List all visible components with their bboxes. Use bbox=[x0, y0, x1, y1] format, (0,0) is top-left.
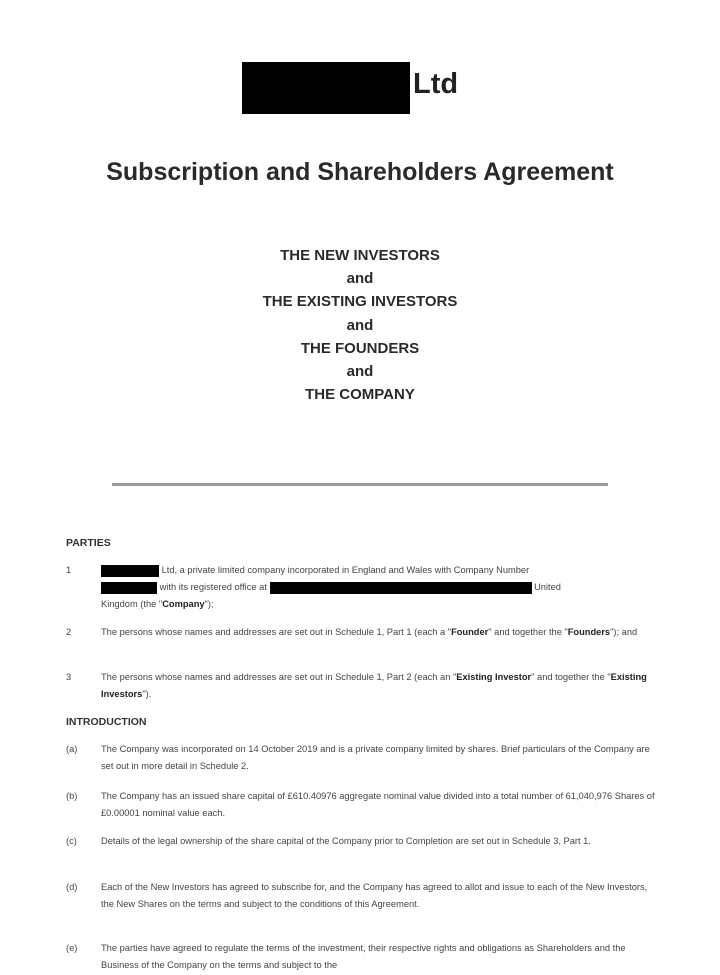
item-text bbox=[101, 562, 659, 613]
text-run: " and together the " bbox=[531, 672, 611, 682]
line bbox=[101, 596, 659, 613]
recital-item-d bbox=[66, 879, 666, 931]
parties-heading: PARTIES bbox=[66, 537, 111, 549]
party-line: and bbox=[346, 363, 374, 381]
line bbox=[101, 579, 659, 596]
text-run: Ltd, a private limited company incorporated in England and Wales with Company Number bbox=[161, 565, 530, 575]
item-text: Details of the legal ownership of the share capital of the Company prior to Completion are set out in Schedule 3, Part 1. bbox=[101, 836, 591, 846]
party-item-2 bbox=[66, 624, 666, 660]
party-line: THE EXISTING INVESTORS bbox=[262, 293, 458, 311]
party-line: THE NEW INVESTORS bbox=[280, 247, 440, 264]
item-text: The Company was incorporated on 14 October 2019 and is a private company limited by shares. Brief particulars of the Company are set out in more detail in Schedule 2. bbox=[101, 744, 650, 771]
text-run: "); bbox=[204, 599, 214, 609]
text-run: United bbox=[534, 582, 561, 592]
redacted-address bbox=[270, 582, 532, 594]
party-line: and bbox=[346, 316, 374, 334]
item-number: (a) bbox=[66, 744, 78, 754]
party-line: THE COMPANY bbox=[305, 386, 415, 404]
item-number: (c) bbox=[66, 836, 77, 846]
defined-term: Existing Investors bbox=[101, 672, 647, 699]
party-item-1 bbox=[66, 562, 666, 614]
redacted-company-number bbox=[101, 582, 157, 594]
item-text bbox=[101, 669, 659, 703]
text-run: with its registered office at bbox=[159, 582, 267, 592]
item-text: The parties have agreed to regulate the terms of the investment, their respective rights and obligations as Shareholders and the Business of the Company on the terms and subject to the bbox=[101, 943, 626, 970]
text-run: The persons whose names and addresses are set out in Schedule 1, Part 1 (each a " bbox=[101, 627, 452, 637]
recital-item-c bbox=[66, 833, 666, 869]
item-number: (b) bbox=[66, 791, 78, 801]
defined-term: Founders bbox=[567, 627, 611, 637]
text-run: "). bbox=[142, 689, 152, 699]
item-number: 3 bbox=[66, 672, 72, 682]
item-number: 2 bbox=[66, 627, 72, 637]
redacted-company-name bbox=[101, 565, 159, 577]
item-number: (e) bbox=[66, 943, 78, 953]
text-run: Kingdom (the " bbox=[101, 599, 163, 609]
text-run: " and together the " bbox=[488, 627, 568, 637]
redacted-company-name bbox=[242, 62, 410, 114]
party-item-3 bbox=[66, 669, 666, 705]
party-line: THE FOUNDERS bbox=[300, 339, 420, 357]
defined-term: Company bbox=[162, 599, 205, 609]
company-suffix: Ltd bbox=[413, 68, 459, 100]
item-number: (d) bbox=[66, 882, 78, 892]
item-number: 1 bbox=[66, 565, 72, 575]
defined-term: Founder bbox=[451, 627, 489, 637]
recital-item-e bbox=[66, 940, 666, 975]
item-text: Each of the New Investors has agreed to subscribe for, and the Company has agreed to allot and issue to each of the New Investors, the New Shares on the terms and subject to the conditions of this Agreement. bbox=[101, 882, 648, 909]
party-line: and bbox=[346, 270, 374, 288]
item-text: The Company has an issued share capital of £610.40976 aggregate nominal value divided into a total number of 61,040,976 Shares of £0.00001 nominal value each. bbox=[101, 791, 655, 818]
recital-item-a bbox=[66, 741, 666, 777]
item-text bbox=[101, 624, 659, 641]
text-run: "); and bbox=[610, 627, 638, 637]
company-name-header bbox=[0, 62, 720, 116]
title-divider bbox=[112, 483, 608, 486]
introduction-heading: INTRODUCTION bbox=[66, 716, 147, 728]
document-title: Subscription and Shareholders Agreement bbox=[106, 158, 614, 186]
parties-summary bbox=[0, 244, 720, 406]
defined-term: Existing Investor bbox=[456, 672, 532, 682]
recital-item-b bbox=[66, 788, 666, 824]
line bbox=[101, 562, 659, 579]
text-run: The persons whose names and addresses are set out in Schedule 1, Part 2 (each an " bbox=[101, 672, 457, 682]
